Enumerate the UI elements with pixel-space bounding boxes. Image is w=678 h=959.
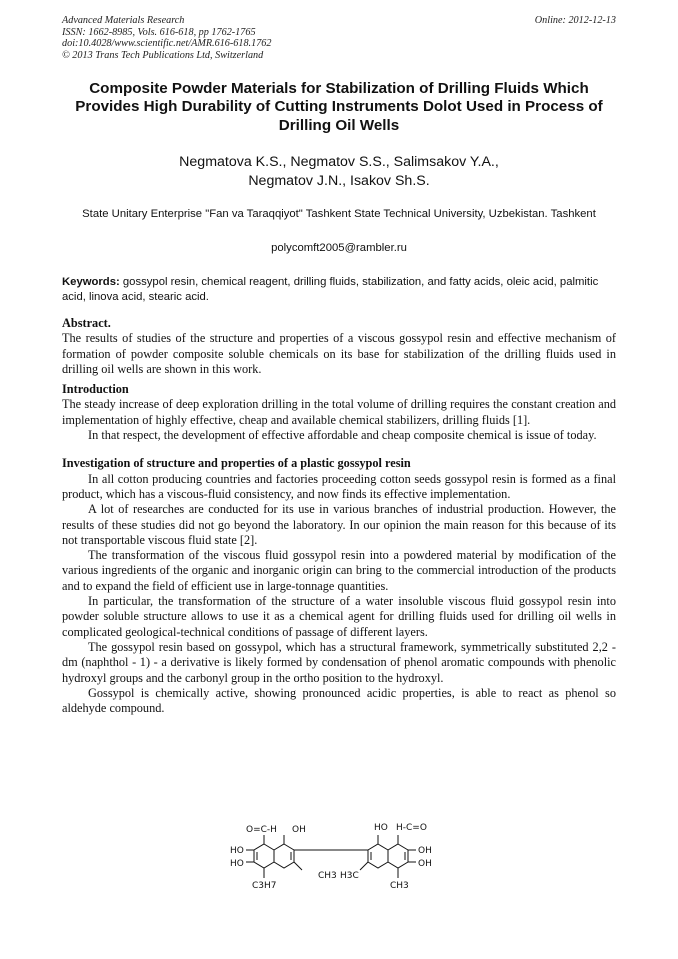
paper-title: Composite Powder Materials for Stabilization of Drilling Fluids Which Provides High Durability of Cutting Instruments Dolot Used in Process of Drilling Oil Wells [75, 80, 603, 134]
methyl-label-mid-right: H3C [340, 871, 359, 881]
gossypol-structure-figure [222, 816, 440, 901]
keywords-label: Keywords: [62, 276, 120, 288]
introduction-heading: Introduction [62, 382, 129, 397]
author-email: polycomft2005@rambler.ru [271, 242, 407, 254]
body-paragraph: The transformation of the viscous fluid gossypol resin into a powdered material by modification of the various ingredients of the organic and inorganic origin can bring to the commercial introduction of the products and to expand the field of efficient use in large-tonnage quantities. [62, 548, 616, 593]
ho-label-right-top: HO [374, 823, 388, 833]
author-list [62, 153, 616, 191]
paper-body [62, 316, 616, 716]
online-date: Online: 2012-12-13 [534, 15, 616, 26]
abstract-heading: Abstract. [62, 316, 111, 330]
body-paragraph: The gossypol resin based on gossypol, which has a structural framework, symmetrically substituted 2,2 - dm (naphthol - 1) - a derivative is likely formed by condensation of phenol aromatic compounds with phenolic hydroxyl groups and the carbonyl group in the ortho position to the hydroxyl. [62, 639, 616, 685]
ho-label-left-1: HO [230, 846, 244, 856]
introduction-paragraph: In that respect, the development of effective affordable and cheap composite chemical is issue of today. [88, 428, 597, 443]
keywords-text: gossypol resin, chemical reagent, drilling fluids, stabilization, and fatty acids, oleic acid, palmitic acid, linova acid, stearic acid. [62, 276, 599, 303]
methyl-label-mid: CH3 [318, 871, 337, 881]
cho-label-right: H-C=O [396, 823, 427, 833]
investigation-section [62, 456, 616, 716]
copyright-line: © 2013 Trans Tech Publications Ltd, Switzerland [62, 49, 264, 61]
doi-line: doi:10.4028/www.scientific.net/AMR.616-618.1762 [62, 38, 272, 49]
journal-header [62, 15, 616, 61]
propyl-label: C3H7 [252, 881, 277, 891]
body-paragraph: In particular, the transformation of the structure of a water insoluble viscous fluid gossypol resin into powder soluble structure allows to use it as a chemical agent for drilling fluids used for drilling oil wells in complicated geological-technical conditions of passage of different layers. [62, 594, 616, 639]
oh-label-left-top: OH [292, 825, 306, 835]
introduction-paragraph: The steady increase of deep exploration drilling in the total volume of drilling requires the constant creation and implementation of highly effective, cheap and available chemical stabilizers, drilling fluids [1]. [62, 397, 616, 427]
issn-line: ISSN: 1662-8985, Vols. 616-618, pp 1762-1765 [62, 26, 256, 38]
ho-label-left-2: HO [230, 859, 244, 869]
oh-label-right-1: OH [418, 846, 432, 856]
authors-line-1: Negmatova K.S., Negmatov S.S., Salimsakov Y.A., [179, 154, 499, 170]
oh-label-right-2: OH [418, 859, 432, 869]
body-paragraph: Gossypol is chemically active, showing pronounced acidic properties, is able to react as phenol so aldehyde compound. [62, 685, 616, 716]
abstract-text: The results of studies of the structure and properties of a viscous gossypol resin and effective mechanism of formation of powder composite soluble chemicals on its base for stabilization of the drilling fluids used in drilling oil wells are shown in this work. [62, 331, 616, 376]
keywords-block [62, 275, 616, 305]
journal-name: Advanced Materials Research [62, 15, 185, 26]
body-paragraph: In all cotton producing countries and factories proceeding cotton seeds gossypol resin is formed as a final product, which has a viscous-fluid consistency, and now finds its effective implementation. [62, 471, 616, 501]
authors-line-2: Negmatov J.N., Isakov Sh.S. [248, 173, 430, 189]
body-paragraph: A lot of researches are conducted for its use in various branches of industrial production. However, the results of these studies did not go beyond the laboratory. In our opinion the main reason for this because of its not transportable viscous fluid state [2]. [62, 502, 616, 547]
cho-label-left: O=C-H [246, 825, 277, 835]
introduction-section [62, 382, 616, 443]
affiliation: State Unitary Enterprise "Fan va Taraqqiyot" Tashkent State Technical University, Uzbekistan. Tashkent [82, 208, 596, 220]
methyl-label-right: CH3 [390, 881, 409, 891]
abstract-section [62, 316, 616, 377]
investigation-heading: Investigation of structure and properties of a plastic gossypol resin [62, 456, 411, 471]
